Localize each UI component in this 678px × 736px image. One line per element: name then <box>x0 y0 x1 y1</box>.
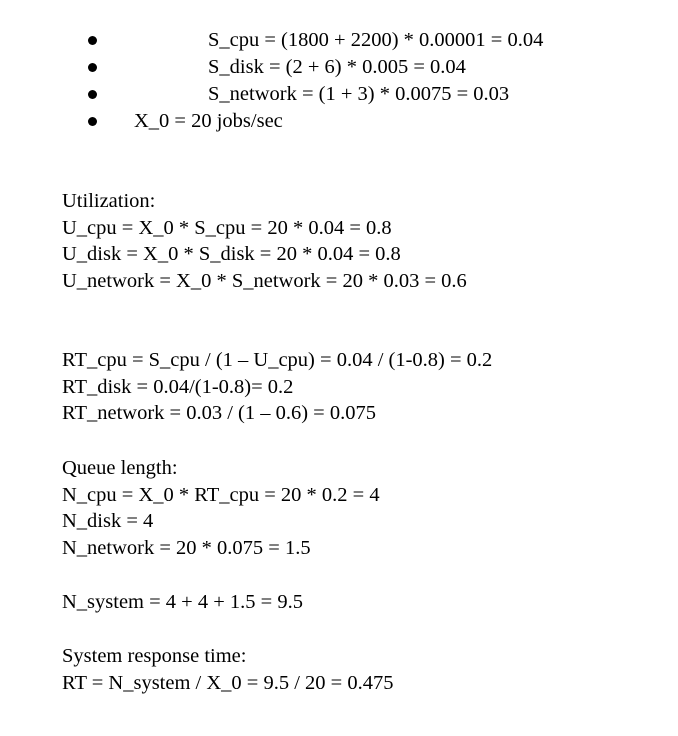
queue-length-heading: Queue length: <box>62 457 178 479</box>
utilization-cpu: U_cpu = X_0 * S_cpu = 20 * 0.04 = 0.8 <box>62 216 392 239</box>
bullet-icon <box>88 36 97 45</box>
response-time-cpu: RT_cpu = S_cpu / (1 – U_cpu) = 0.04 / (1-0.8) = 0.2 <box>62 349 493 371</box>
queue-length-section <box>62 455 662 561</box>
bullet-icon <box>88 117 97 126</box>
system-queue-section <box>62 589 662 616</box>
list-item <box>0 108 678 134</box>
utilization-section <box>62 188 662 294</box>
queue-length-network: N_network = 20 * 0.075 = 1.5 <box>62 536 311 559</box>
utilization-heading: Utilization: <box>62 190 156 212</box>
response-time-section <box>62 347 662 427</box>
utilization-disk: U_disk = X_0 * S_disk = 20 * 0.04 = 0.8 <box>62 243 401 265</box>
system-response-heading: System response time: <box>62 645 247 667</box>
response-time-disk: RT_disk = 0.04/(1-0.8)= 0.2 <box>62 375 294 398</box>
system-response-time: RT = N_system / X_0 = 9.5 / 20 = 0.475 <box>62 671 394 694</box>
bullet-icon <box>88 63 97 72</box>
list-item <box>0 54 678 80</box>
response-time-network: RT_network = 0.03 / (1 – 0.6) = 0.075 <box>62 402 376 424</box>
service-time-cpu: S_cpu = (1800 + 2200) * 0.00001 = 0.04 <box>208 29 544 51</box>
service-time-disk: S_disk = (2 + 6) * 0.005 = 0.04 <box>208 56 466 78</box>
queue-length-cpu: N_cpu = X_0 * RT_cpu = 20 * 0.2 = 4 <box>62 483 380 506</box>
queue-length-disk: N_disk = 4 <box>62 510 154 532</box>
service-time-network: S_network = (1 + 3) * 0.0075 = 0.03 <box>208 83 510 105</box>
list-item <box>0 27 678 53</box>
list-item <box>0 81 678 107</box>
system-queue-length: N_system = 4 + 4 + 1.5 = 9.5 <box>62 591 303 613</box>
system-response-section <box>62 643 662 696</box>
arrival-rate: X_0 = 20 jobs/sec <box>134 110 283 132</box>
utilization-network: U_network = X_0 * S_network = 20 * 0.03 = 0.6 <box>62 269 467 292</box>
bullet-icon <box>88 90 97 99</box>
